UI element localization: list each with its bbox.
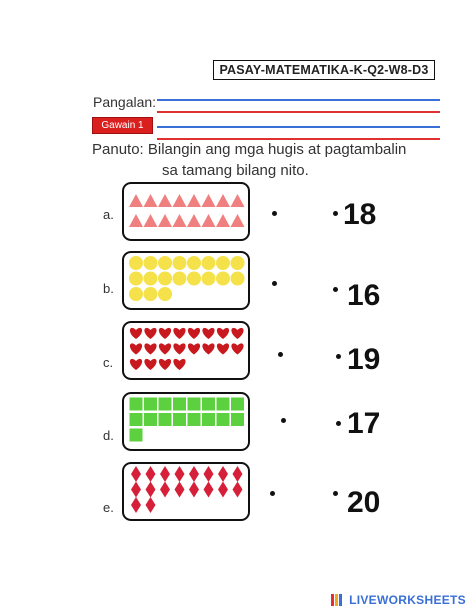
triangle-shape [129, 194, 143, 207]
instructions [92, 139, 462, 181]
number-option-1: 18 [343, 198, 377, 231]
number-option-2: 16 [347, 279, 381, 312]
square-shape [144, 398, 157, 411]
circle-shape [129, 256, 143, 270]
diamond-shape [131, 466, 141, 482]
match-dot-left-d[interactable] [281, 418, 286, 423]
triangle-shape [231, 194, 245, 207]
diamond-shape [146, 497, 156, 513]
shape-box-triangles [122, 182, 250, 241]
circle-shape [144, 272, 158, 286]
activity-badge: Gawain 1 [92, 117, 153, 134]
square-shape [231, 413, 244, 426]
triangles-group [124, 184, 248, 239]
square-shape [217, 413, 230, 426]
diamonds-group [124, 464, 248, 519]
match-dot-left-c[interactable] [278, 352, 283, 357]
heart-shape [188, 328, 200, 339]
circle-shape [216, 256, 230, 270]
match-dot-right-5[interactable] [333, 491, 338, 496]
number-option-3: 19 [347, 343, 381, 376]
triangle-shape [216, 214, 230, 227]
name-line-blue [157, 99, 440, 101]
triangle-shape [187, 214, 201, 227]
heart-shape [144, 343, 156, 354]
diamond-shape [218, 466, 228, 482]
item-letter-e: e. [103, 500, 114, 515]
heart-shape [130, 328, 142, 339]
circle-shape [231, 272, 245, 286]
name-label: Pangalan: [93, 94, 157, 110]
circle-shape [187, 272, 201, 286]
item-letter-b: b. [103, 281, 114, 296]
circle-shape [202, 256, 216, 270]
shape-box-hearts [122, 321, 250, 380]
triangle-shape [231, 214, 245, 227]
heart-shape [159, 343, 171, 354]
circle-shape [158, 272, 172, 286]
name-line-red [157, 111, 440, 113]
match-dot-left-b[interactable] [272, 281, 277, 286]
diamond-shape [146, 466, 156, 482]
gawain-line-blue [157, 126, 440, 128]
triangle-shape [202, 214, 216, 227]
diamond-shape [175, 466, 185, 482]
circle-shape [158, 256, 172, 270]
square-shape [130, 429, 143, 442]
heart-shape [173, 343, 185, 354]
diamond-shape [233, 482, 243, 498]
circles-group [124, 253, 248, 308]
square-shape [130, 398, 143, 411]
heart-shape [173, 328, 185, 339]
square-shape [231, 398, 244, 411]
square-shape [202, 398, 215, 411]
square-shape [130, 413, 143, 426]
match-dot-left-a[interactable] [272, 211, 277, 216]
triangle-shape [216, 194, 230, 207]
heart-shape [231, 328, 243, 339]
square-shape [159, 413, 172, 426]
item-letter-a: a. [103, 207, 114, 222]
circle-shape [173, 272, 187, 286]
match-dot-right-2[interactable] [333, 287, 338, 292]
square-shape [173, 398, 186, 411]
circle-shape [231, 256, 245, 270]
heart-shape [130, 359, 142, 370]
circle-shape [173, 256, 187, 270]
heart-shape [217, 343, 229, 354]
circle-shape [216, 272, 230, 286]
diamond-shape [204, 482, 214, 498]
diamond-shape [233, 466, 243, 482]
match-dot-right-4[interactable] [336, 421, 341, 426]
diamond-shape [189, 466, 199, 482]
diamond-shape [218, 482, 228, 498]
heart-shape [202, 343, 214, 354]
liveworksheets-logo-icon [331, 594, 345, 606]
instructions-line-1: Panuto: Bilangin ang mga hugis at pagtambalin [92, 141, 407, 158]
footer-brand-text: LIVEWORKSHEETS [349, 593, 466, 607]
heart-shape [144, 328, 156, 339]
match-dot-right-1[interactable] [333, 211, 338, 216]
triangle-shape [129, 214, 143, 227]
number-option-4: 17 [347, 407, 381, 440]
item-letter-d: d. [103, 428, 114, 443]
triangle-shape [187, 194, 201, 207]
squares-group [124, 394, 248, 449]
heart-shape [173, 359, 185, 370]
heart-shape [144, 359, 156, 370]
triangle-shape [158, 214, 172, 227]
heart-shape [217, 328, 229, 339]
circle-shape [144, 256, 158, 270]
shape-box-squares [122, 392, 250, 451]
heart-shape [188, 343, 200, 354]
circle-shape [144, 287, 158, 301]
worksheet-code: PASAY-MATEMATIKA-K-Q2-W8-D3 [213, 60, 435, 80]
circle-shape [202, 272, 216, 286]
diamond-shape [204, 466, 214, 482]
heart-shape [130, 343, 142, 354]
shape-box-diamonds [122, 462, 250, 521]
diamond-shape [131, 497, 141, 513]
triangle-shape [144, 214, 158, 227]
square-shape [217, 398, 230, 411]
match-dot-left-e[interactable] [270, 491, 275, 496]
heart-shape [202, 328, 214, 339]
square-shape [188, 413, 201, 426]
diamond-shape [160, 482, 170, 498]
match-dot-right-3[interactable] [336, 354, 341, 359]
diamond-shape [160, 466, 170, 482]
triangle-shape [144, 194, 158, 207]
diamond-shape [146, 482, 156, 498]
triangle-shape [202, 194, 216, 207]
circle-shape [129, 272, 143, 286]
hearts-group [124, 323, 248, 378]
triangle-shape [173, 214, 187, 227]
circle-shape [187, 256, 201, 270]
circle-shape [129, 287, 143, 301]
square-shape [188, 398, 201, 411]
item-letter-c: c. [103, 355, 114, 370]
square-shape [202, 413, 215, 426]
instructions-line-2: sa tamang bilang nito. [162, 162, 309, 179]
circle-shape [158, 287, 172, 301]
diamond-shape [189, 482, 199, 498]
heart-shape [231, 343, 243, 354]
triangle-shape [173, 194, 187, 207]
diamond-shape [131, 482, 141, 498]
square-shape [144, 413, 157, 426]
number-option-5: 20 [347, 486, 381, 519]
diamond-shape [175, 482, 185, 498]
heart-shape [159, 359, 171, 370]
footer-brand [331, 593, 466, 607]
shape-box-circles [122, 251, 250, 310]
heart-shape [159, 328, 171, 339]
square-shape [159, 398, 172, 411]
square-shape [173, 413, 186, 426]
triangle-shape [158, 194, 172, 207]
